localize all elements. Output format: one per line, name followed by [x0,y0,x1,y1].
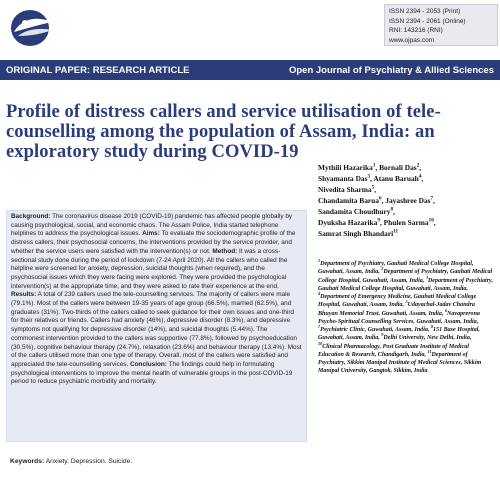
author-affiliation-number: 4 [418,173,422,180]
affiliation-number: 7 [318,323,321,329]
abstract-method-label: Method: [212,247,238,255]
author-name: Samrat Singh Bhandari [318,229,394,238]
author-name: Mythili Hazarika [318,163,373,172]
author-separator: , [370,174,374,183]
affiliation-text: Department of Emergency Medicine, Gauhati Medical College Hospital, Guwahati, Assam, India, [318,294,477,309]
affiliation-list [318,257,496,376]
affiliation-number: 11 [427,348,432,354]
journal-website[interactable]: www.ojpas.com [389,36,435,44]
author-affiliation-number: 3 [367,173,371,180]
issn-box [384,4,498,46]
abstract-aims: To evaluate the sociodemographic profile of the distress callers, their psychosocial concerns, the interventions provided by the service provider, and whether the service users were satisfied with the intervention(s) or not. [11,230,296,255]
author-name: Shyamanta Das [318,174,368,183]
article-type-label: ORIGINAL PAPER: RESEARCH ARTICLE [6,64,190,76]
author-separator: , [379,218,384,227]
affiliation-text: Delhi University, New Delhi, India, [383,335,472,342]
author-affiliation-number: 6 [378,195,382,202]
abstract-results: A total of 239 callers used the tele-counselling services. The majority of callers were male (79.1%). Most of the callers were between 19-35 years of age group (66.5%), married (62.5%), and graduates (31%). Two-thirds of the callers called to seek guidance for their own issues and one-third for their relatives or friends. Callers had anxiety (46%), depressive disorder (8.3%), and depressive symptoms not qualifying for depressive disorder (14%), and suicidal thoughts (5.44%). The commonest intervention provided to the callers was supportive (77.8%), followed by psychoeducation (30.5%), cognitive behaviour therapy (24.7%), relaxation (23.6%) and behaviour therapy (13.4%). Most of the callers utilised more than one type of therapy. Overall, most of the callers were satisfied and appreciated the tele-counselling services. [11,291,302,368]
issn-online: ISSN 2394 - 2061 (Online) [389,17,466,25]
author-affiliation-number: 1 [372,162,376,169]
author-list [318,162,496,239]
affiliation-number: 2 [381,266,384,272]
keywords-line [10,458,132,465]
author-affiliation-number: 11 [393,228,399,235]
author-name: Phulen Sarma [383,218,429,227]
abstract-results-label: Results: [11,291,37,299]
abstract-method: It was a cross-sectional study done during the period of lockdown (7-24 April 2020). All the callers who called the helpline were screened for anxiety, depression, suicidal thoughts (when required), and the psychosocial issues which they were facing were explored. They were provided the psychological intervention(s) at the appropriate time, and they were asked to rate their experience at the end. [11,247,288,290]
author-name: Dyuksha Hazarika [318,218,378,227]
author-separator: , [374,185,377,194]
author-name: Atanu Baruah [373,174,419,183]
affiliation-text: Department of Psychiatry, Gauhati Medical College Hospital, Guwahati, Assam, India, [318,261,474,276]
keywords-label: Keywords: [10,458,45,465]
article-title: Profile of distress callers and service utilisation of tele-counselling among the population of Assam, India: an exploratory study during COVID-19 [6,102,441,162]
author-separator: , [381,196,386,205]
affiliation-text: Psychiatric Clinic, Guwahati, Assam, India, [320,327,431,333]
affiliation-number: 10 [318,340,323,346]
affiliation-number: 4 [318,290,321,296]
journal-name: Open Journal of Psychiatry & Allied Sciences [288,64,494,76]
author-separator: , [393,207,395,216]
page-header [0,0,500,58]
affiliation-text: Department of Psychiatry, Gauhati Medical College Hospital, Guwahati, Assam, India, [318,269,493,284]
abstract-aims-label: Aims: [142,230,160,238]
affiliation-text: Department of Psychiatry, Gauhati Medical College Hospital, Guwahati, Assam, India, [318,277,494,292]
affiliation-text: Department of Psychiatry, Sikkim Manipal Institute of Medical Sciences, Sikkim Manipal University, Gangtok, Sikkim, India [318,351,482,375]
journal-logo-icon [8,6,56,50]
article-type-banner [0,60,500,80]
issn-print: ISSN 2394 - 2053 (Print) [389,8,461,15]
affiliation-number: 5 [405,299,408,305]
abstract-box [6,210,307,442]
keywords-text: Anxiety. Depression. Suicide. [45,458,133,465]
affiliation-text: Navaprerona Psycho-Spiritual Counselling Services, Guwahati, Assam, India, [318,310,480,325]
author-affiliation-number: 5 [371,184,375,191]
author-name: Chandamita Barua [318,196,379,205]
author-separator: , [419,163,422,172]
author-affiliation-number: 8 [390,206,394,213]
author-separator: , [433,218,436,227]
abstract-background: The coronavirus disease 2019 (COVID-19) pandemic has affected people globally by causing psychological, social, and economic chaos. The Assam Police, India started telephone helplines to address the psychological issues. [11,213,293,238]
affiliation-number: 9 [381,332,384,338]
affiliation-text: Udayachal-Jadav Chandra Bhuyan Memorial Trust, Guwahati, Assam, India, [318,302,475,317]
author-name: Jayashree Das [385,196,431,205]
author-affiliation-number: 2 [416,162,420,169]
author-separator: , [421,174,424,183]
affiliation-number: 1 [318,257,321,263]
abstract-conclusion: The findings could help in formulating psychological interventions to improve the mental health of vulnerable groups in the post-COVID-19 period to reduce psychiatric morbidity and mortality. [11,360,293,386]
affiliation-number: 3 [425,274,428,280]
abstract-conclusion-label: Conclusion: [130,360,167,368]
author-name: Bornali Das [379,163,417,172]
abstract-background-label: Background: [11,213,51,220]
author-affiliation-number: 9 [377,217,380,224]
affiliation-text: 151 Base Hospital, Guwahati, Assam, India, [318,327,480,342]
affiliation-text: Clinical Pharmacology, Post Graduate Institute of Medical Education & Research, Chandigarh, India, [318,343,469,358]
affiliation-number: 8 [430,323,434,329]
author-affiliation-number: 10 [428,217,434,224]
rni-number: RNI: 143216 (RNI) [389,27,443,34]
affiliation-number: 6 [444,307,448,313]
author-separator: , [375,163,380,172]
author-separator: , [433,196,435,205]
author-affiliation-number: 7 [430,195,434,202]
author-name: Sandamita Choudhury [318,207,391,216]
author-name: Nivedita Sharma [318,185,372,194]
